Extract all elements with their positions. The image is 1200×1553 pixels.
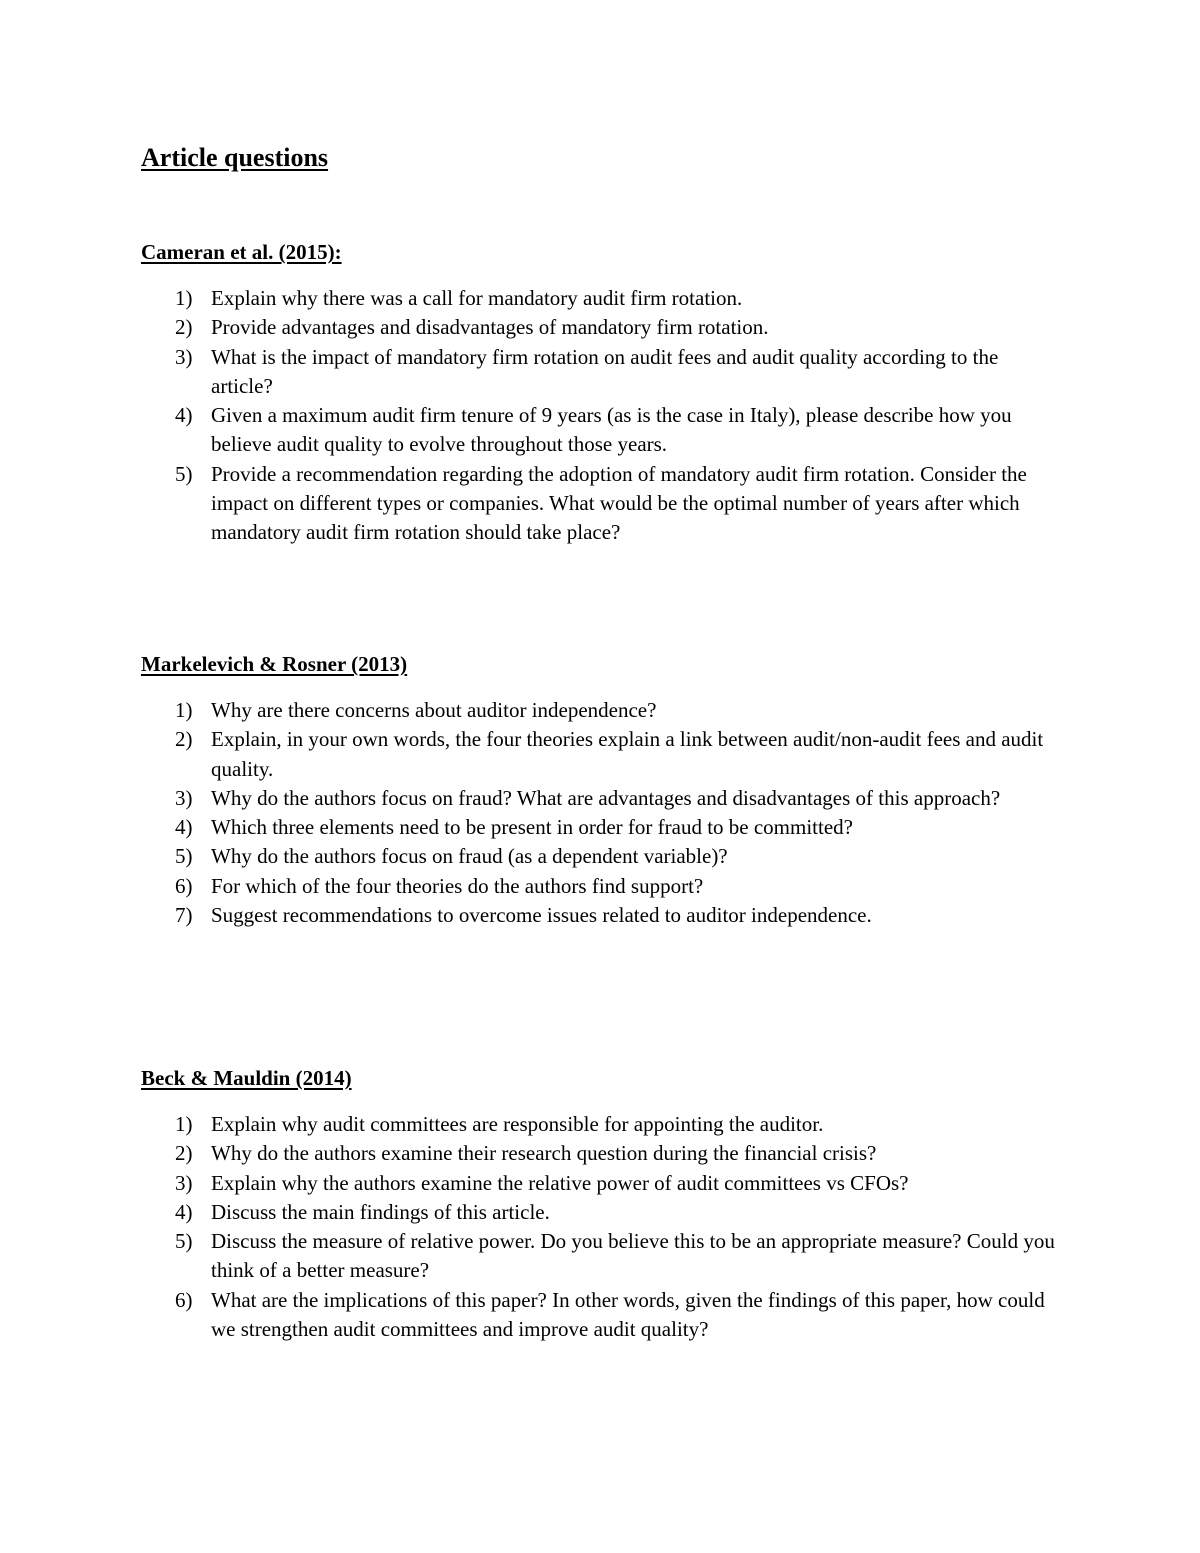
question-text: Explain why audit committees are responsible for appointing the auditor. [211, 1112, 824, 1136]
section-markelevich [141, 650, 1061, 930]
question-item [141, 842, 1061, 871]
question-number: 2) [175, 727, 193, 752]
question-number: 1) [175, 1112, 193, 1136]
question-number: 4) [175, 1199, 193, 1224]
page-title: Article questions [141, 143, 329, 172]
question-item [141, 1110, 1061, 1139]
question-item [141, 284, 1061, 313]
question-number: 7) [175, 903, 193, 928]
question-text: Why do the authors focus on fraud (as a dependent variable)? [211, 844, 728, 869]
question-list [141, 696, 1061, 930]
question-number: 3) [175, 1170, 193, 1195]
question-text: Explain, in your own words, the four theories explain a link between audit/non-audit fees and audit quality. [211, 727, 1044, 781]
question-number: 5) [175, 844, 193, 869]
question-item [141, 313, 1061, 342]
question-item [141, 460, 1061, 548]
question-item [141, 696, 1061, 725]
question-item [141, 725, 1061, 784]
question-number: 6) [175, 1287, 193, 1312]
question-text: Discuss the measure of relative power. Do you believe this to be an appropriate measure? Could you think of a better measure? [211, 1229, 1055, 1283]
question-number: 3) [175, 344, 193, 369]
section-beck [141, 1064, 1061, 1344]
question-item [141, 901, 1061, 930]
question-text: What are the implications of this paper? In other words, given the findings of this paper, how could we strengthen audit committees and improve audit quality? [211, 1287, 1045, 1342]
question-item [141, 343, 1061, 402]
question-text: Provide a recommendation regarding the adoption of mandatory audit firm rotation. Consider the impact on different types or companies. What would be the optimal number of years after which mandatory audit firm rotation should take place? [211, 461, 1027, 545]
question-text: Suggest recommendations to overcome issues related to auditor independence. [211, 903, 872, 928]
question-item [141, 1198, 1061, 1227]
question-list [141, 1110, 1061, 1344]
question-text: Why are there concerns about auditor independence? [211, 698, 657, 722]
question-text: For which of the four theories do the authors find support? [211, 873, 704, 898]
section-heading: Cameran et al. (2015): [141, 240, 342, 264]
section-cameran [141, 238, 1061, 548]
question-text: Discuss the main findings of this article. [211, 1199, 550, 1224]
question-text: Why do the authors focus on fraud? What are advantages and disadvantages of this approach? [211, 785, 1001, 810]
question-item [141, 1227, 1061, 1286]
question-number: 2) [175, 1141, 193, 1166]
question-item [141, 813, 1061, 842]
question-text: What is the impact of mandatory firm rotation on audit fees and audit quality according to the article? [211, 344, 999, 398]
question-number: 1) [175, 286, 193, 310]
question-item [141, 1286, 1061, 1345]
question-number: 3) [175, 785, 193, 810]
question-item [141, 1139, 1061, 1168]
question-text: Which three elements need to be present in order for fraud to be committed? [211, 815, 853, 840]
question-list [141, 284, 1061, 548]
question-number: 4) [175, 815, 193, 840]
question-number: 6) [175, 873, 193, 898]
question-item [141, 401, 1061, 460]
question-number: 2) [175, 315, 193, 340]
question-text: Explain why the authors examine the relative power of audit committees vs CFOs? [211, 1170, 909, 1195]
question-item [141, 784, 1061, 813]
question-text: Given a maximum audit firm tenure of 9 years (as is the case in Italy), please describe how you believe audit quality to evolve throughout those years. [211, 403, 1012, 457]
section-heading: Beck & Mauldin (2014) [141, 1066, 352, 1090]
question-text: Why do the authors examine their research question during the financial crisis? [211, 1141, 877, 1166]
question-item [141, 872, 1061, 901]
question-number: 5) [175, 1229, 193, 1254]
question-number: 4) [175, 403, 193, 428]
section-heading: Markelevich & Rosner (2013) [141, 652, 408, 676]
question-number: 5) [175, 461, 193, 486]
question-text: Provide advantages and disadvantages of mandatory firm rotation. [211, 315, 769, 340]
question-number: 1) [175, 698, 193, 722]
question-text: Explain why there was a call for mandatory audit firm rotation. [211, 286, 743, 310]
question-item [141, 1169, 1061, 1198]
